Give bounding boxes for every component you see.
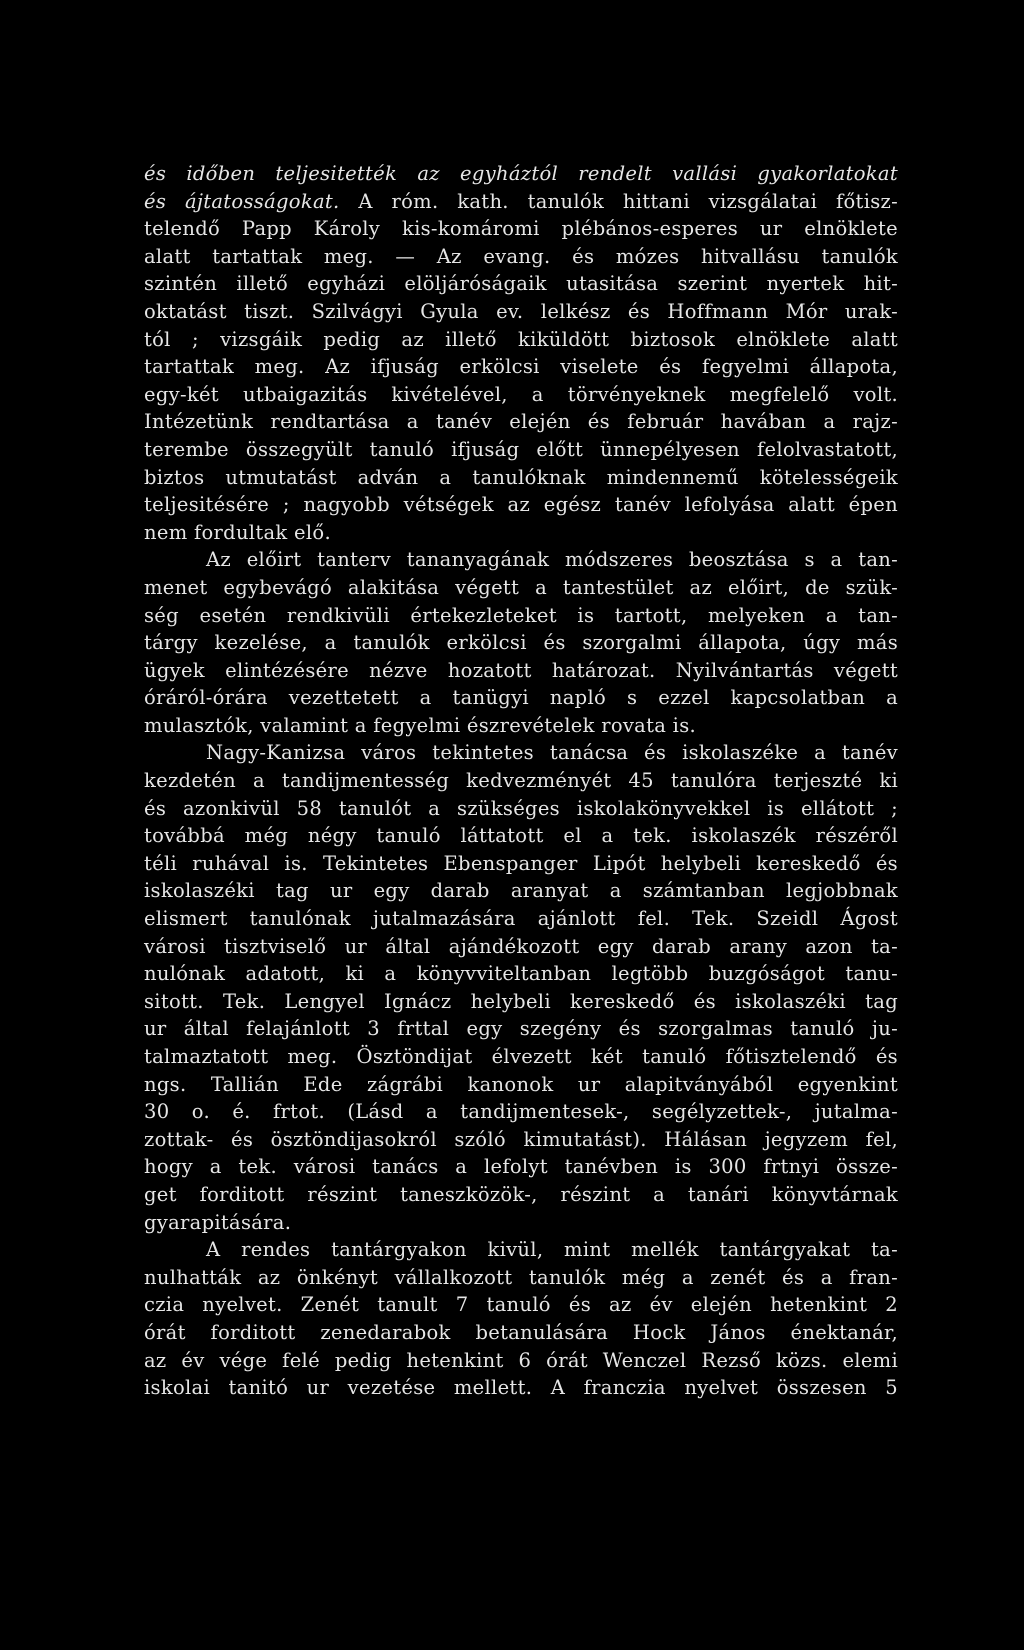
text-line-12: biztos utmutatást adván a tanulóknak mindennemű kötelességeik — [144, 465, 898, 489]
text-line-9: egy-két utbaigazitás kivételével, a törvényeknek megfelelő volt. — [144, 382, 898, 406]
italic-text: és ájtatosságokat. — [144, 189, 340, 213]
text-line-25: továbbá még négy tanuló láttatott el a tek. iskolaszék részéről — [144, 824, 898, 848]
text-line-13: teljesitésére ; nagyobb vétségek az egész tanév lefolyása alatt épen — [144, 493, 898, 517]
text-line-2 — [144, 188, 898, 216]
text-line-37: hogy a tek. városi tanács a lefolyt tanévben is 300 frtnyi össze- — [144, 1155, 898, 1179]
text-line-27: iskolaszéki tag ur egy darab aranyat a számtanban legjobbnak — [144, 879, 898, 903]
text-line-4: alatt tartattak meg. — Az evang. és mózes hitvallásu tanulók — [144, 244, 898, 268]
text-line-1 — [144, 160, 898, 188]
text-line-19: ügyek elintézésére nézve hozatott határozat. Nyilvántartás végett — [144, 658, 898, 682]
text-line-31: sitott. Tek. Lengyel Ignácz helybeli kereskedő és iskolaszéki tag — [144, 989, 898, 1013]
text-line-16: menet egybevágó alakitása végett a tantestület az előirt, de szük- — [144, 575, 898, 599]
line-text: A róm. kath. tanulók hittani vizsgálatai főtisz- — [339, 189, 898, 213]
text-line-32: ur által felajánlott 3 frttal egy szegény és szorgalmas tanuló ju- — [144, 1017, 898, 1041]
italic-text: és időben teljesitették az egyháztól rendelt vallási gyakorlatokat — [144, 162, 898, 185]
text-line-29: városi tisztviselő ur által ajándékozott egy darab arany azon ta- — [144, 934, 898, 958]
text-line-7: tól ; vizsgáik pedig az illető kiküldött biztosok elnöklete alatt — [144, 327, 898, 351]
text-line-17: ség esetén rendkivüli értekezleteket is tartott, melyeken a tan- — [144, 603, 898, 627]
text-line-14: nem fordultak elő. — [144, 520, 331, 544]
text-line-28: elismert tanulónak jutalmazására ajánlott fel. Tek. Szeidl Ágost — [144, 907, 898, 931]
text-line-5: szintén illető egyházi elöljáróságaik utasitása szerint nyertek hit- — [144, 272, 898, 296]
text-line-44: az év vége felé pedig hetenkint 6 órát Wenczel Rezső közs. elemi — [144, 1348, 898, 1372]
text-line-40: A rendes tantárgyakon kivül, mint mellék tantárgyakat ta- — [206, 1238, 898, 1262]
text-line-35: 30 o. é. frtot. (Lásd a tandijmentesek-, segélyzettek-, jutalma- — [144, 1100, 898, 1124]
text-line-24: és azonkivül 58 tanulót a szükséges iskolakönyvekkel is ellátott ; — [144, 796, 898, 820]
text-line-36: zottak- és ösztöndijasokról szóló kimutatást). Hálásan jegyzem fel, — [144, 1127, 898, 1151]
text-line-6: oktatást tiszt. Szilvágyi Gyula ev. lelkész és Hoffmann Mór urak- — [144, 299, 898, 323]
text-line-21: mulasztók, valamint a fegyelmi észrevételek rovata is. — [144, 713, 697, 737]
text-line-42: czia nyelvet. Zenét tanult 7 tanuló és az év elején hetenkint 2 — [144, 1293, 898, 1317]
text-line-3: telendő Papp Károly kis-komáromi plébános-esperes ur elnöklete — [144, 217, 898, 241]
text-line-18: tárgy kezelése, a tanulók erkölcsi és szorgalmi állapota, úgy más — [144, 631, 898, 655]
text-line-8: tartattak meg. Az ifjuság erkölcsi viselete és fegyelmi állapota, — [144, 355, 898, 379]
text-line-23: kezdetén a tandijmentesség kedvezményét 45 tanulóra terjeszté ki — [144, 769, 898, 793]
text-line-43: órát forditott zenedarabok betanulására Hock János énektanár, — [144, 1320, 898, 1344]
text-line-34: ngs. Tallián Ede zágrábi kanonok ur alapitványából egyenkint — [144, 1072, 898, 1096]
text-line-45: iskolai tanitó ur vezetése mellett. A franczia nyelvet összesen 5 — [144, 1376, 898, 1400]
text-line-22: Nagy-Kanizsa város tekintetes tanácsa és iskolaszéke a tanév — [206, 741, 898, 765]
text-line-30: nulónak adatott, ki a könyvviteltanban legtöbb buzgóságot tanu- — [144, 962, 898, 986]
text-line-38: get forditott részint taneszközök-, részint a tanári könyvtárnak — [144, 1182, 898, 1206]
text-line-39: gyarapitására. — [144, 1210, 292, 1234]
text-line-41: nulhatták az önkényt vállalkozott tanulók még a zenét és a fran- — [144, 1265, 898, 1289]
text-line-11: terembe összegyült tanuló ifjuság előtt ünnepélyesen felolvastatott, — [144, 437, 898, 461]
text-line-20: óráról-órára vezettetett a tanügyi napló s ezzel kapcsolatban a — [144, 686, 898, 710]
text-line-15: Az előirt tanterv tananyagának módszeres beosztása s a tan- — [206, 548, 898, 572]
document-page — [144, 160, 898, 1402]
text-line-26: téli ruhával is. Tekintetes Ebenspanger Lipót helybeli kereskedő és — [144, 851, 898, 875]
text-line-10: Intézetünk rendtartása a tanév elején és február havában a rajz- — [144, 410, 898, 434]
text-line-33: talmaztatott meg. Ösztöndijat élvezett két tanuló főtisztelendő és — [144, 1045, 898, 1068]
